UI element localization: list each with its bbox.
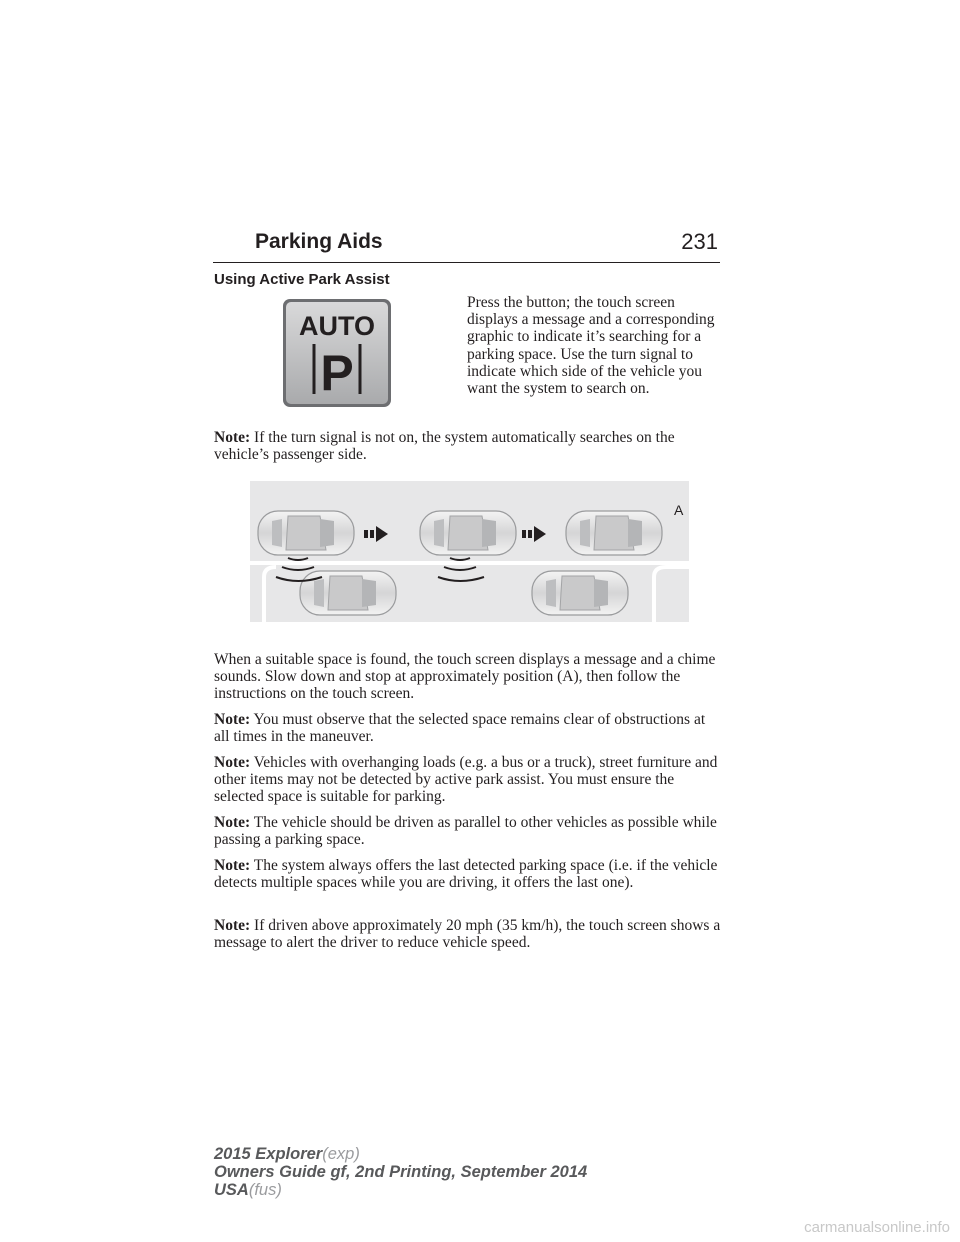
note-label: Note: <box>214 711 251 728</box>
note-text: The vehicle should be driven as parallel to other vehicles as possible while passing a parking space. <box>214 814 717 849</box>
note-speed <box>214 917 724 951</box>
note-text: The system always offers the last detected parking space (i.e. if the vehicle detects multiple spaces while you are driving, it offers the last one). <box>214 857 718 892</box>
note-text: If driven above approximately 20 mph (35 km/h), the touch screen shows a message to alert the driver to reduce vehicle speed. <box>214 917 721 952</box>
intro-paragraph: Press the button; the touch screen displays a message and a corresponding graphic to indicate it’s searching for a parking space. Use the turn signal to indicate which side of the vehicle you want the system to search on. <box>467 294 715 398</box>
p-letter: P <box>320 345 354 401</box>
footer-model: 2015 Explorer <box>214 1145 323 1163</box>
auto-park-button-icon <box>282 298 392 408</box>
found-space-paragraph: When a suitable space is found, the touch screen displays a message and a chime sounds. Slow down and stop at approximately position (A), then follow the instructions on the touch screen. <box>214 651 716 703</box>
note-label: Note: <box>214 429 251 446</box>
page-footer <box>214 1145 587 1199</box>
watermark-link[interactable]: carmanualsonline.info <box>804 1219 950 1236</box>
note-text: Vehicles with overhanging loads (e.g. a bus or a truck), street furniture and other items may not be detected by active park assist. You must ensure the selected space is suitable for parking. <box>214 754 718 806</box>
note-clear <box>214 711 724 745</box>
chapter-title: Parking Aids <box>255 230 383 253</box>
parking-search-diagram <box>250 481 689 622</box>
note-label: Note: <box>214 857 251 874</box>
position-a-callout: A <box>674 502 684 518</box>
note-last-space <box>214 857 724 891</box>
note-label: Note: <box>214 754 251 771</box>
note-text: You must observe that the selected space remains clear of obstructions at all times in the maneuver. <box>214 711 706 746</box>
footer-market: USA <box>214 1181 249 1199</box>
section-heading: Using Active Park Assist <box>214 271 390 288</box>
note-text: If the turn signal is not on, the system automatically searches on the vehicle’s passenger side. <box>214 429 675 464</box>
note-loads <box>214 754 724 806</box>
footer-market-code: (fus) <box>248 1181 282 1199</box>
note-turn-signal <box>214 429 724 463</box>
page-header <box>213 226 720 263</box>
footer-guide: Owners Guide gf, 2nd Printing, September 2014 <box>214 1163 588 1181</box>
auto-label: AUTO <box>298 311 376 341</box>
footer-model-code: (exp) <box>322 1145 360 1163</box>
note-parallel <box>214 814 724 848</box>
page-number: 231 <box>681 229 718 254</box>
note-label: Note: <box>214 814 251 831</box>
note-label: Note: <box>214 917 251 934</box>
